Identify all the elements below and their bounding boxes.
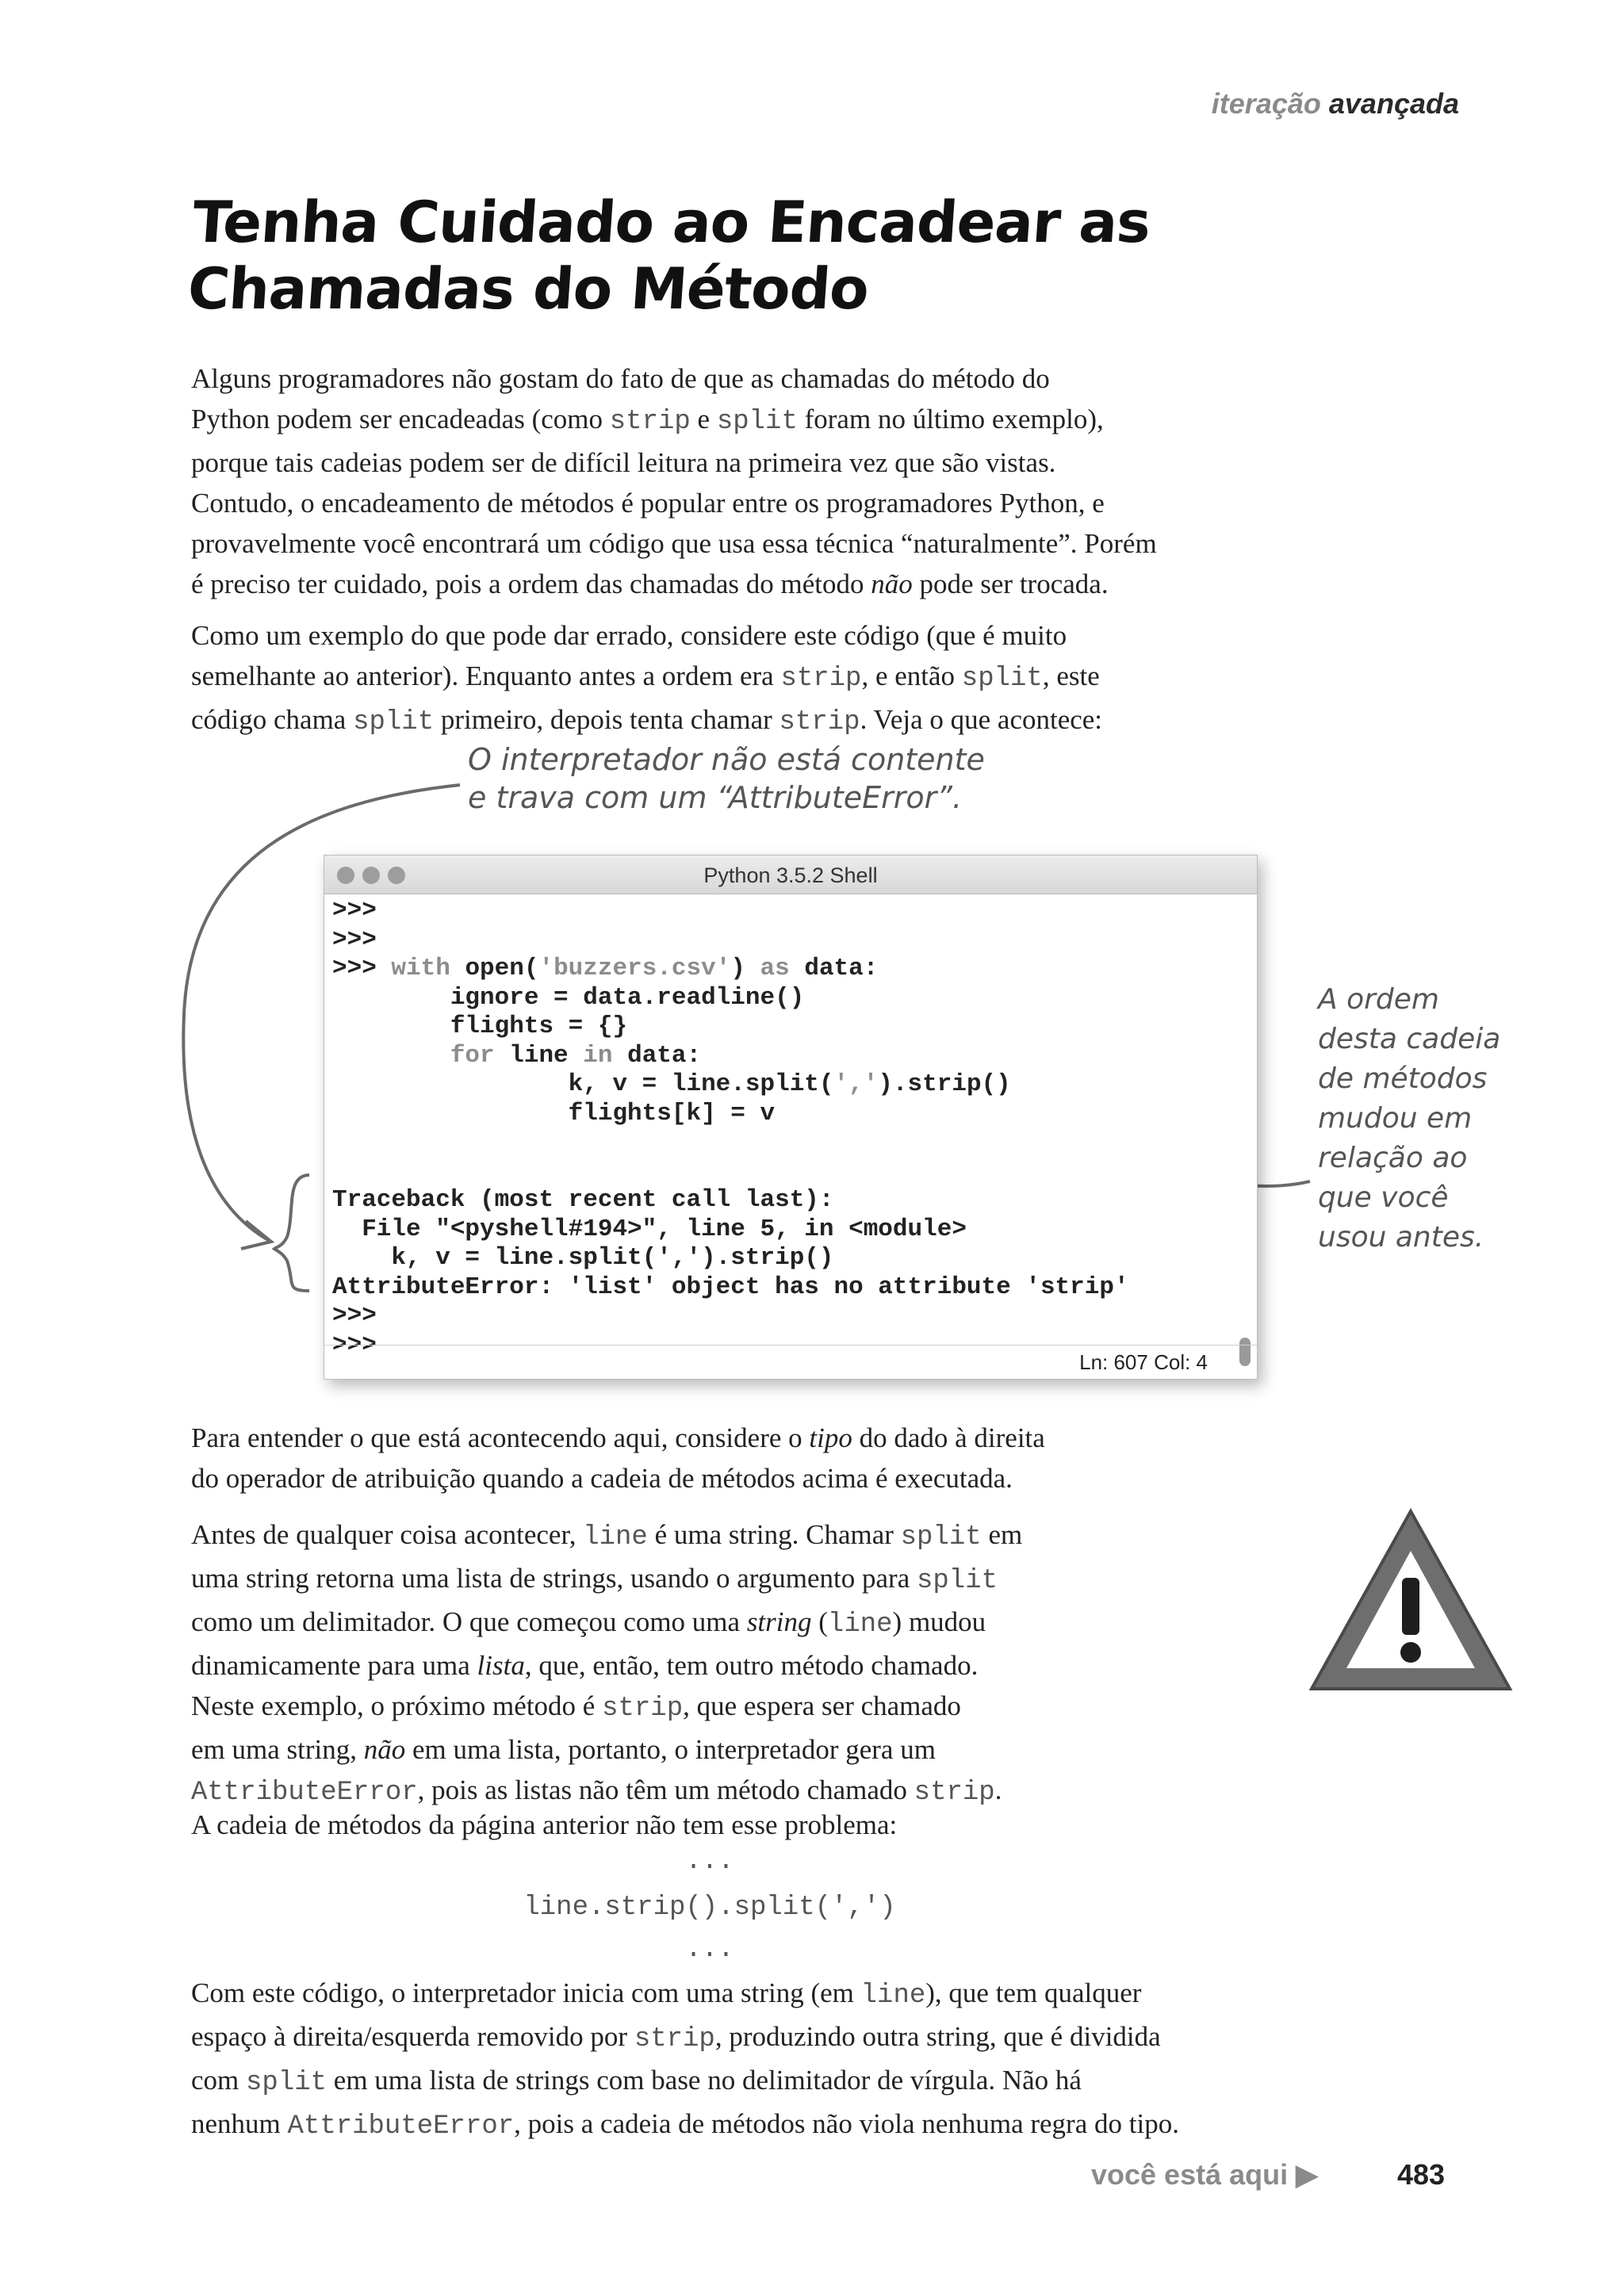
code-text: data: bbox=[789, 955, 879, 982]
text-line bbox=[191, 1514, 1381, 1558]
code-snippet: line.strip().split(',') bbox=[523, 1893, 896, 1923]
code-dots-top: ... bbox=[685, 1847, 734, 1877]
inline-code: split bbox=[916, 1566, 998, 1596]
code-text: flights = {} bbox=[332, 1013, 628, 1040]
inline-code: strip bbox=[780, 664, 862, 694]
code-text: ).strip() bbox=[878, 1070, 1011, 1098]
text-run: do operador de atribuição quando a cadeia de métodos acima é executada. bbox=[191, 1463, 1013, 1494]
inline-code: split bbox=[353, 707, 435, 737]
text-run: , que espera ser chamado bbox=[683, 1690, 961, 1721]
text-run: como um delimitador. O que começou como uma bbox=[191, 1606, 747, 1637]
text-run: foram no último exemplo), bbox=[797, 404, 1104, 434]
string-literal: ',' bbox=[833, 1070, 879, 1098]
shell-output[interactable] bbox=[332, 897, 1233, 1359]
shell-line bbox=[332, 926, 1233, 955]
text-line bbox=[191, 1602, 1381, 1645]
text-line bbox=[191, 483, 1381, 523]
shell-line bbox=[332, 1273, 1233, 1303]
shell-line bbox=[332, 1013, 1233, 1042]
code-text: flights[k] = v bbox=[332, 1099, 776, 1127]
text-run: Antes de qualquer coisa acontecer, bbox=[191, 1519, 584, 1550]
text-run: com bbox=[191, 2065, 247, 2096]
text-run: , pois a cadeia de métodos não viola nenhuma regra do tipo. bbox=[514, 2108, 1179, 2139]
text-run: é preciso ter cuidado, pois a ordem das chamadas do método bbox=[191, 568, 871, 599]
annotation-line: mudou em bbox=[1318, 1102, 1473, 1135]
bracket bbox=[274, 1175, 309, 1291]
text-run: , este bbox=[1042, 660, 1100, 691]
text-run: Contudo, o encadeamento de métodos é popular entre os programadores Python, e bbox=[191, 488, 1105, 519]
text-run: nenhum bbox=[191, 2108, 288, 2139]
text-run: Com este código, o interpretador inicia com uma string (em bbox=[191, 1977, 861, 2008]
text-line bbox=[191, 564, 1381, 604]
text-line bbox=[191, 1729, 1381, 1770]
text-run: , e então bbox=[861, 660, 962, 691]
emphasis: string bbox=[746, 1606, 812, 1637]
inline-code: strip bbox=[779, 707, 860, 737]
text-run: espaço à direita/esquerda removido por bbox=[191, 2021, 634, 2052]
code-text: >>> bbox=[332, 1330, 377, 1359]
title-line-1: Tenha Cuidado ao Encadear as bbox=[190, 189, 1153, 255]
text-run: Neste exemplo, o próximo método é bbox=[191, 1690, 603, 1721]
annotation-line: que você bbox=[1318, 1181, 1449, 1214]
paragraph-4 bbox=[191, 1514, 1381, 1813]
keyword: in bbox=[583, 1041, 613, 1070]
text-run: , produzindo outra string, que é dividida bbox=[714, 2021, 1161, 2052]
text-run: semelhante ao anterior). Enquanto antes a ordem era bbox=[191, 660, 781, 691]
annotation-line: de métodos bbox=[1318, 1062, 1488, 1095]
code-text: >>> bbox=[332, 925, 377, 954]
text-run: ) mudou bbox=[892, 1606, 986, 1637]
paragraph-2 bbox=[191, 615, 1381, 743]
text-run: Python podem ser encadeadas (como bbox=[191, 404, 610, 434]
text-run: é uma string. Chamar bbox=[647, 1519, 901, 1550]
code-text: AttributeError: 'list' object has no attribute 'strip' bbox=[332, 1273, 1129, 1301]
shell-title: Python 3.5.2 Shell bbox=[703, 863, 878, 887]
text-line bbox=[191, 656, 1381, 699]
shell-line bbox=[332, 984, 1233, 1013]
text-line bbox=[191, 399, 1381, 442]
code-text: k, v = line.split( bbox=[332, 1070, 834, 1098]
inline-code: AttributeError bbox=[287, 2111, 515, 2142]
code-text: k, v = line.split(',').strip() bbox=[332, 1244, 834, 1272]
text-line bbox=[191, 1558, 1381, 1602]
shell-line bbox=[332, 1244, 1233, 1273]
inline-code: strip bbox=[602, 1694, 684, 1724]
shell-line bbox=[332, 1042, 1233, 1071]
page-title bbox=[186, 189, 1305, 322]
shell-line bbox=[332, 1128, 1233, 1158]
warning-icon bbox=[1307, 1505, 1515, 1695]
text-run: . bbox=[994, 1774, 1002, 1805]
header-subsection: avançada bbox=[1328, 87, 1459, 120]
shell-line bbox=[332, 955, 1233, 984]
annotation-top bbox=[468, 741, 985, 817]
inline-code: line bbox=[860, 1981, 926, 2011]
text-line bbox=[191, 615, 1381, 656]
inline-code: strip bbox=[634, 2024, 715, 2054]
text-line bbox=[191, 1458, 1381, 1499]
text-line bbox=[191, 358, 1381, 399]
emphasis: não bbox=[871, 568, 913, 599]
text-run: código chama bbox=[191, 704, 354, 735]
text-run: Como um exemplo do que pode dar errado, considere este código (que é muito bbox=[191, 620, 1067, 651]
text-run: primeiro, depois tenta chamar bbox=[434, 704, 779, 735]
shell-line bbox=[332, 1070, 1233, 1100]
annotation-right bbox=[1318, 980, 1500, 1258]
annotation-line: relação ao bbox=[1318, 1142, 1468, 1174]
text-line bbox=[191, 1645, 1381, 1686]
footer-text: você está aqui bbox=[1091, 2158, 1289, 2191]
annotation-line: e trava com um “AttributeError”. bbox=[468, 780, 963, 815]
text-run: ), que tem qualquer bbox=[925, 1977, 1142, 2008]
paragraph-6 bbox=[191, 1973, 1381, 2147]
text-run: do dado à direita bbox=[852, 1422, 1045, 1453]
footer-label bbox=[1091, 2158, 1318, 2192]
text-run: ( bbox=[811, 1606, 828, 1637]
text-line bbox=[191, 523, 1381, 564]
text-line bbox=[191, 1805, 1381, 1845]
shell-line bbox=[332, 1302, 1233, 1331]
play-arrow-icon: ▶ bbox=[1296, 2158, 1318, 2191]
shell-line bbox=[332, 897, 1233, 926]
emphasis: não bbox=[363, 1734, 406, 1765]
annotation-line: O interpretador não está contente bbox=[468, 742, 985, 777]
page-number: 483 bbox=[1397, 2158, 1446, 2191]
code-dots-bottom: ... bbox=[685, 1935, 734, 1965]
code-text bbox=[332, 1042, 450, 1070]
text-line bbox=[191, 2104, 1381, 2147]
text-run: e bbox=[690, 404, 717, 434]
text-run: provavelmente você encontrará um código que usa essa técnica “naturalmente”. Porém bbox=[191, 528, 1157, 559]
code-text: data: bbox=[612, 1041, 702, 1070]
text-run: . Veja o que acontece: bbox=[860, 704, 1103, 735]
keyword: with bbox=[391, 955, 450, 982]
text-run: em bbox=[981, 1519, 1023, 1550]
keyword: for bbox=[450, 1041, 495, 1070]
text-run: , pois as listas não têm um método chamado bbox=[417, 1774, 914, 1805]
text-run: porque tais cadeias podem ser de difícil leitura na primeira vez que são vistas. bbox=[191, 447, 1056, 478]
inline-code: split bbox=[961, 664, 1043, 694]
code-text: File "<pyshell#194>", line 5, in <module> bbox=[332, 1215, 967, 1243]
inline-code: split bbox=[716, 407, 798, 437]
text-line bbox=[191, 1686, 1381, 1729]
paragraph-1 bbox=[191, 358, 1381, 604]
running-header bbox=[1212, 87, 1459, 121]
text-line bbox=[191, 1418, 1381, 1458]
header-section: iteração bbox=[1211, 87, 1321, 120]
text-run: em uma lista de strings com base no delimitador de vírgula. Não há bbox=[327, 2065, 1082, 2096]
shell-line bbox=[332, 1215, 1233, 1245]
string-literal: 'buzzers.csv' bbox=[538, 955, 731, 982]
cursor-position: Ln: 607 Col: 4 bbox=[1079, 1350, 1208, 1374]
python-shell-window[interactable] bbox=[324, 855, 1258, 1380]
shell-line bbox=[332, 1158, 1233, 1187]
shell-titlebar[interactable] bbox=[324, 856, 1257, 894]
paragraph-5 bbox=[191, 1805, 1381, 1845]
code-text: open( bbox=[450, 955, 539, 982]
inline-code: strip bbox=[609, 407, 691, 437]
inline-code: split bbox=[900, 1522, 982, 1552]
emphasis: lista bbox=[477, 1650, 525, 1681]
code-text: ignore = data.readline() bbox=[332, 983, 805, 1012]
code-text: Traceback (most recent call last): bbox=[332, 1186, 834, 1214]
code-text: >>> bbox=[332, 1302, 377, 1330]
inline-code: line bbox=[583, 1522, 648, 1552]
code-text: line bbox=[494, 1041, 584, 1070]
shell-line bbox=[332, 1100, 1233, 1129]
title-line-2: Chamadas do Método bbox=[186, 255, 871, 322]
inline-code: AttributeError bbox=[191, 1778, 418, 1808]
text-line bbox=[191, 442, 1381, 483]
text-run: A cadeia de métodos da página anterior não tem esse problema: bbox=[191, 1809, 898, 1840]
code-text: >>> bbox=[332, 955, 392, 982]
emphasis: tipo bbox=[809, 1422, 852, 1453]
text-run: em uma lista, portanto, o interpretador gera um bbox=[405, 1734, 936, 1765]
annotation-line: A ordem bbox=[1318, 983, 1439, 1016]
annotation-line: desta cadeia bbox=[1318, 1023, 1501, 1055]
text-run: dinamicamente para uma bbox=[191, 1650, 477, 1681]
text-line bbox=[191, 2060, 1381, 2104]
code-text: >>> bbox=[332, 897, 377, 924]
text-line bbox=[191, 2016, 1381, 2060]
paragraph-3 bbox=[191, 1418, 1381, 1499]
text-line bbox=[191, 1973, 1381, 2016]
text-run: Para entender o que está acontecendo aqui, considere o bbox=[191, 1422, 810, 1453]
text-run: , que, então, tem outro método chamado. bbox=[524, 1650, 979, 1681]
keyword: as bbox=[760, 955, 790, 982]
text-run: em uma string, bbox=[191, 1734, 364, 1765]
shell-line bbox=[332, 1186, 1233, 1215]
left-arrowhead bbox=[241, 1221, 271, 1249]
text-run: pode ser trocada. bbox=[912, 568, 1109, 599]
shell-statusbar bbox=[324, 1345, 1257, 1379]
inline-code: split bbox=[246, 2068, 327, 2098]
text-run: uma string retorna uma lista de strings, usando o argumento para bbox=[191, 1563, 917, 1594]
text-run: Alguns programadores não gostam do fato de que as chamadas do método do bbox=[191, 363, 1050, 394]
inline-code: line bbox=[827, 1610, 893, 1640]
code-text: ) bbox=[730, 955, 760, 982]
text-line bbox=[191, 699, 1381, 743]
inline-code: strip bbox=[914, 1778, 995, 1808]
annotation-line: usou antes. bbox=[1318, 1221, 1484, 1254]
